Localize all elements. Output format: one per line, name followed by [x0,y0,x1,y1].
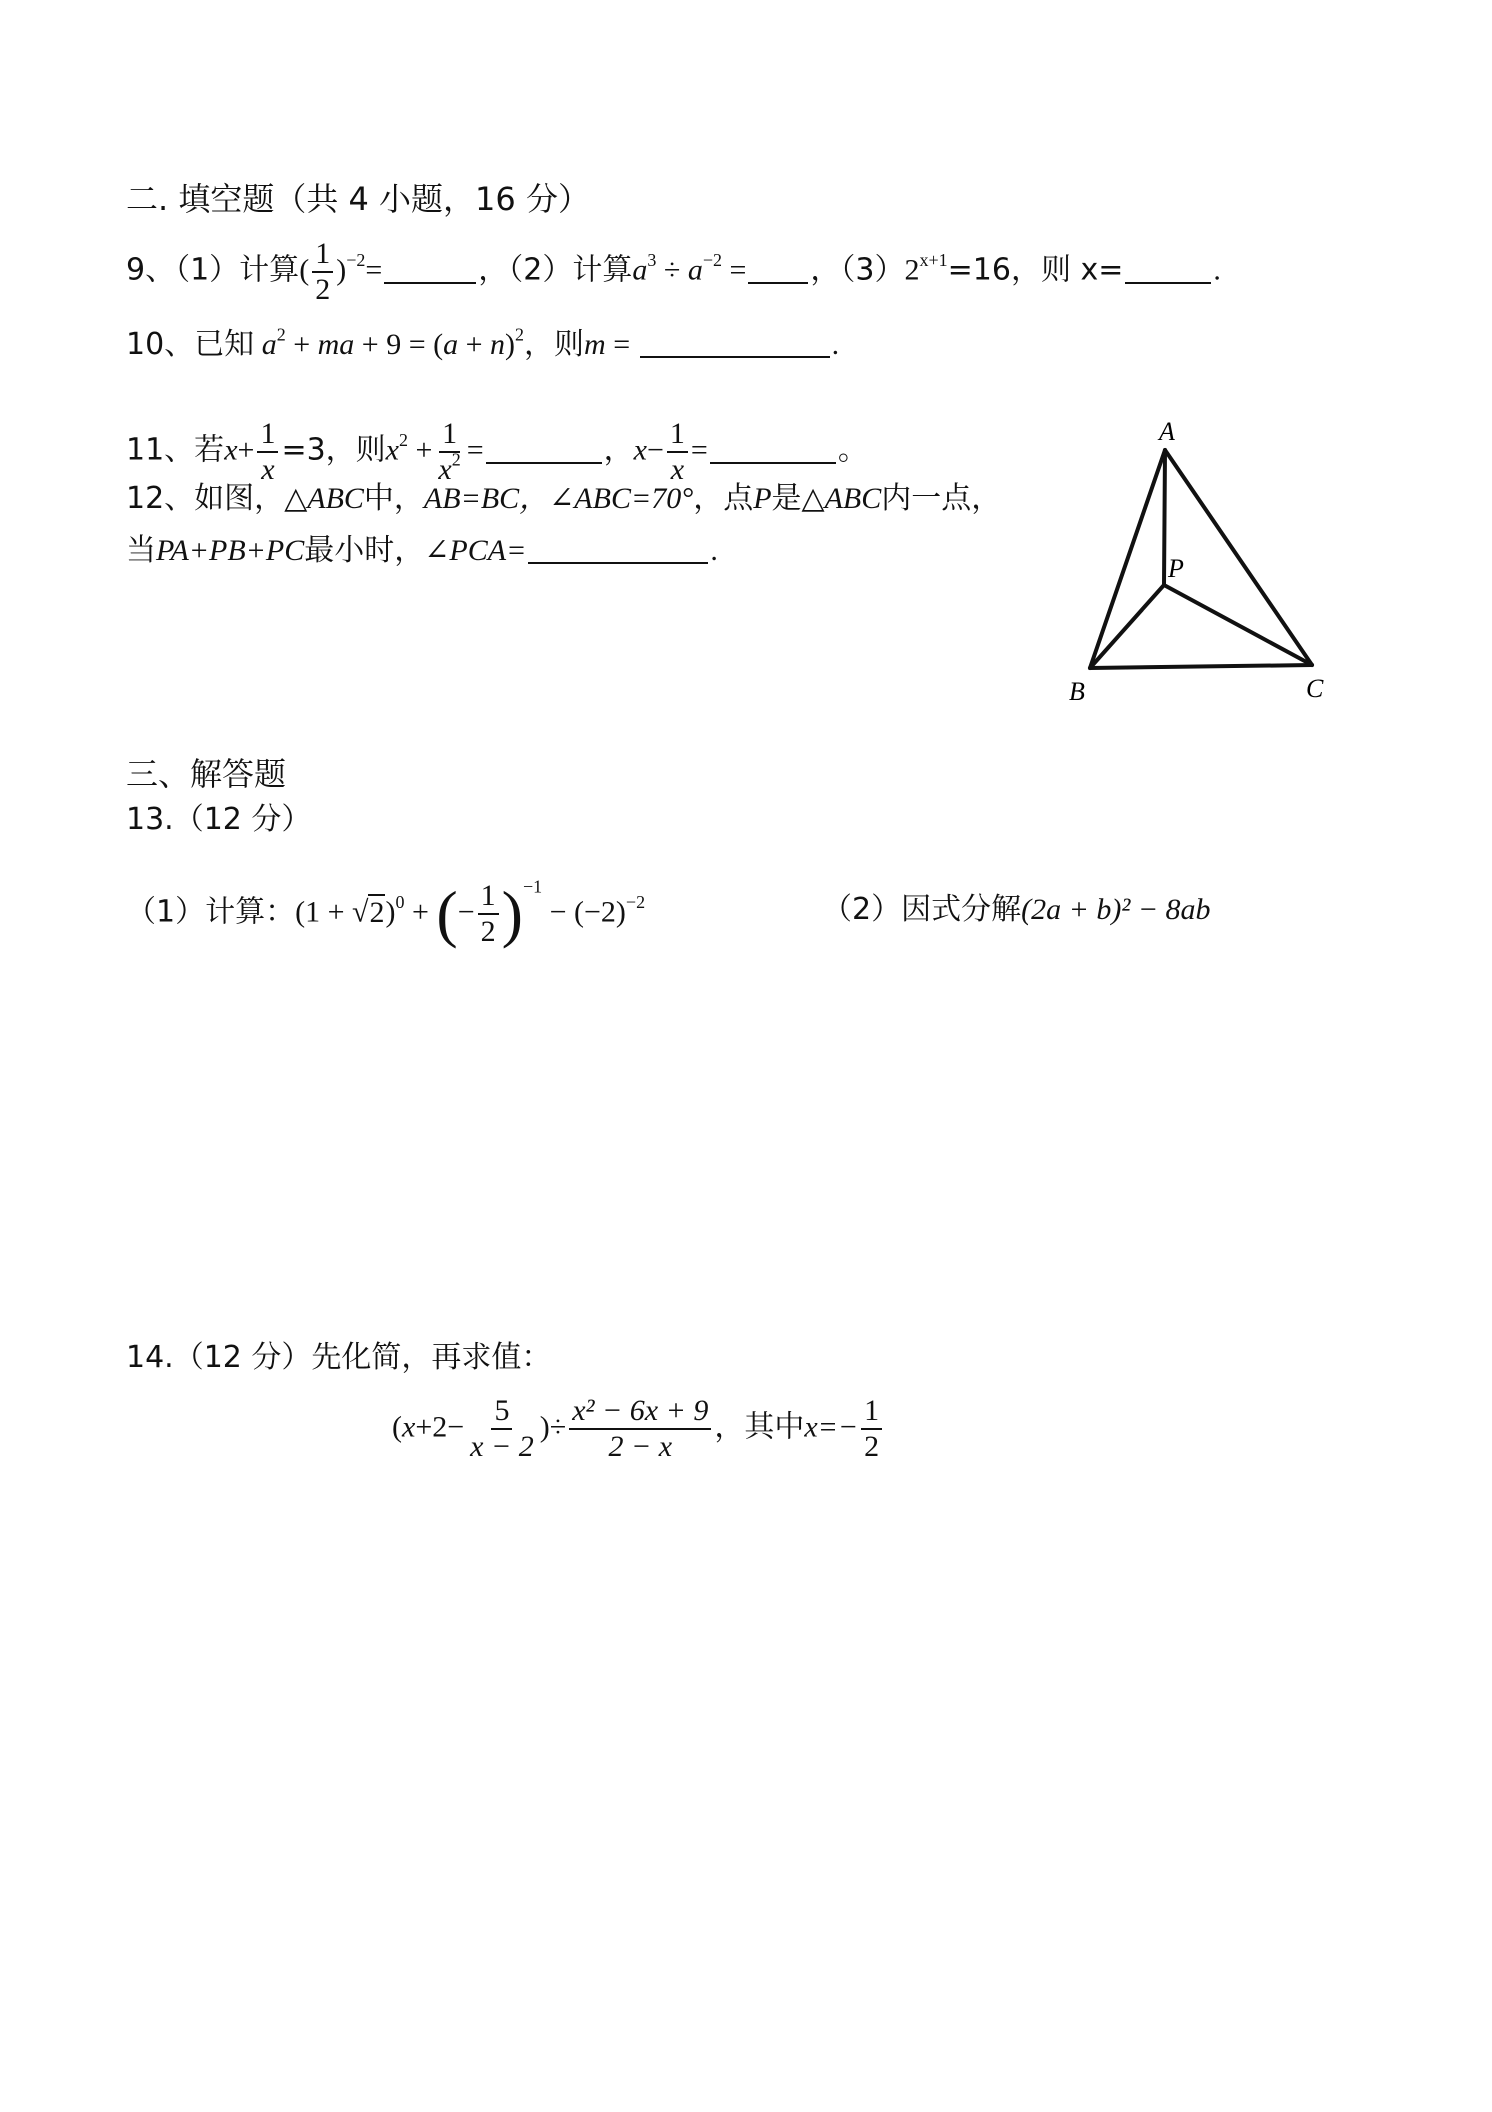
q9-part3-label: ，（3） [810,252,905,288]
q9-exponent: −2 [346,250,366,270]
section-fill-in-heading: 二. 填空题（共 4 小题，16 分） [126,180,590,218]
q9-fraction: $\frac{1}{2}$ [312,238,333,305]
label-p: P [1168,554,1184,583]
q11-fraction-3: $\frac{1}{x}$ [667,418,688,485]
q14-fraction-1: $\frac{5}{x - 2}$ [470,1394,534,1463]
label-b: B [1069,677,1085,706]
q9-number: 9、 [126,252,176,288]
q9-part1-label: （1）计算 [175,252,300,288]
segment-pb [1090,585,1164,668]
question-12-line-2: 当PA+PB+PC最小时，∠PCA= . [126,533,718,568]
q14-fraction-3: $\frac{1}{2}$ [861,1395,882,1462]
q13-fraction: $\frac{1}{2}$ [478,880,499,947]
q12-blank[interactable] [528,561,708,564]
q9-blank-1[interactable] [384,281,476,284]
question-13-part-1: （1）计算：$(1 + √2)^0$ + (− $\frac{1}{2}$ )$^{-1} - (-2)^{-2}$ [126,876,646,949]
q11-blank-2[interactable] [710,461,836,464]
label-a: A [1159,417,1175,446]
question-14-expression: (x+2− $\frac{5}{x - 2}$ )÷ $\frac{\text{x² − 6x + 9}}{2 - x}$ ，其中x=− $\frac{1}{2}$ [392,1395,885,1462]
q10-blank[interactable] [640,355,830,358]
q9-eq3: =16，则 x= [947,252,1124,288]
question-14-title: 14.（12 分）先化简，再求值： [126,1340,552,1375]
edge-ab [1090,450,1165,668]
q11-blank-1[interactable] [486,461,602,464]
q11-fraction-1: $\frac{1}{x}$ [257,418,278,485]
q9-blank-2[interactable] [748,281,808,284]
edge-bc [1090,665,1312,668]
segment-pc [1164,585,1312,665]
question-10: 10、已知 $a^2$ + ma + $9 = (a + n)^2$，则m = . [126,324,840,362]
q14-fraction-2: $\frac{\text{x² − 6x + 9}}{2 - x}$ [569,1395,711,1462]
section-answer-heading: 三、解答题 [126,755,287,793]
q9-blank-3[interactable] [1125,281,1211,284]
q9-part2-label: ，（2）计算 [478,252,633,288]
question-13-title: 13.（12 分） [126,802,312,837]
label-c: C [1306,674,1324,703]
question-13-part-2: （2）因式分解(2a + b)² − 8ab [822,892,1211,927]
q11-fraction-2: $\frac{1}{x^2}$ [438,417,461,486]
question-11: 11、若x+ $\frac{1}{x}$ =3，则$x^2$ + $\frac{1}{x^2}$ = ，x− $\frac{1}{x}$ = 。 [126,417,868,486]
edge-ac [1165,450,1312,665]
segment-pa [1164,450,1165,585]
question-12-line-1: 12、如图，△ABC中，AB=BC，∠ABC=70°，点P是△ABC内一点， [126,481,1002,516]
triangle-figure [1050,415,1350,710]
question-9: 9、（1）计算( $\frac{1}{2}$ )$^{-2}$= ，（2）计算$a^3 \div a^{-2}$ = ，$(3)2^{x+1}=16$，则 x= . [126,237,1221,306]
